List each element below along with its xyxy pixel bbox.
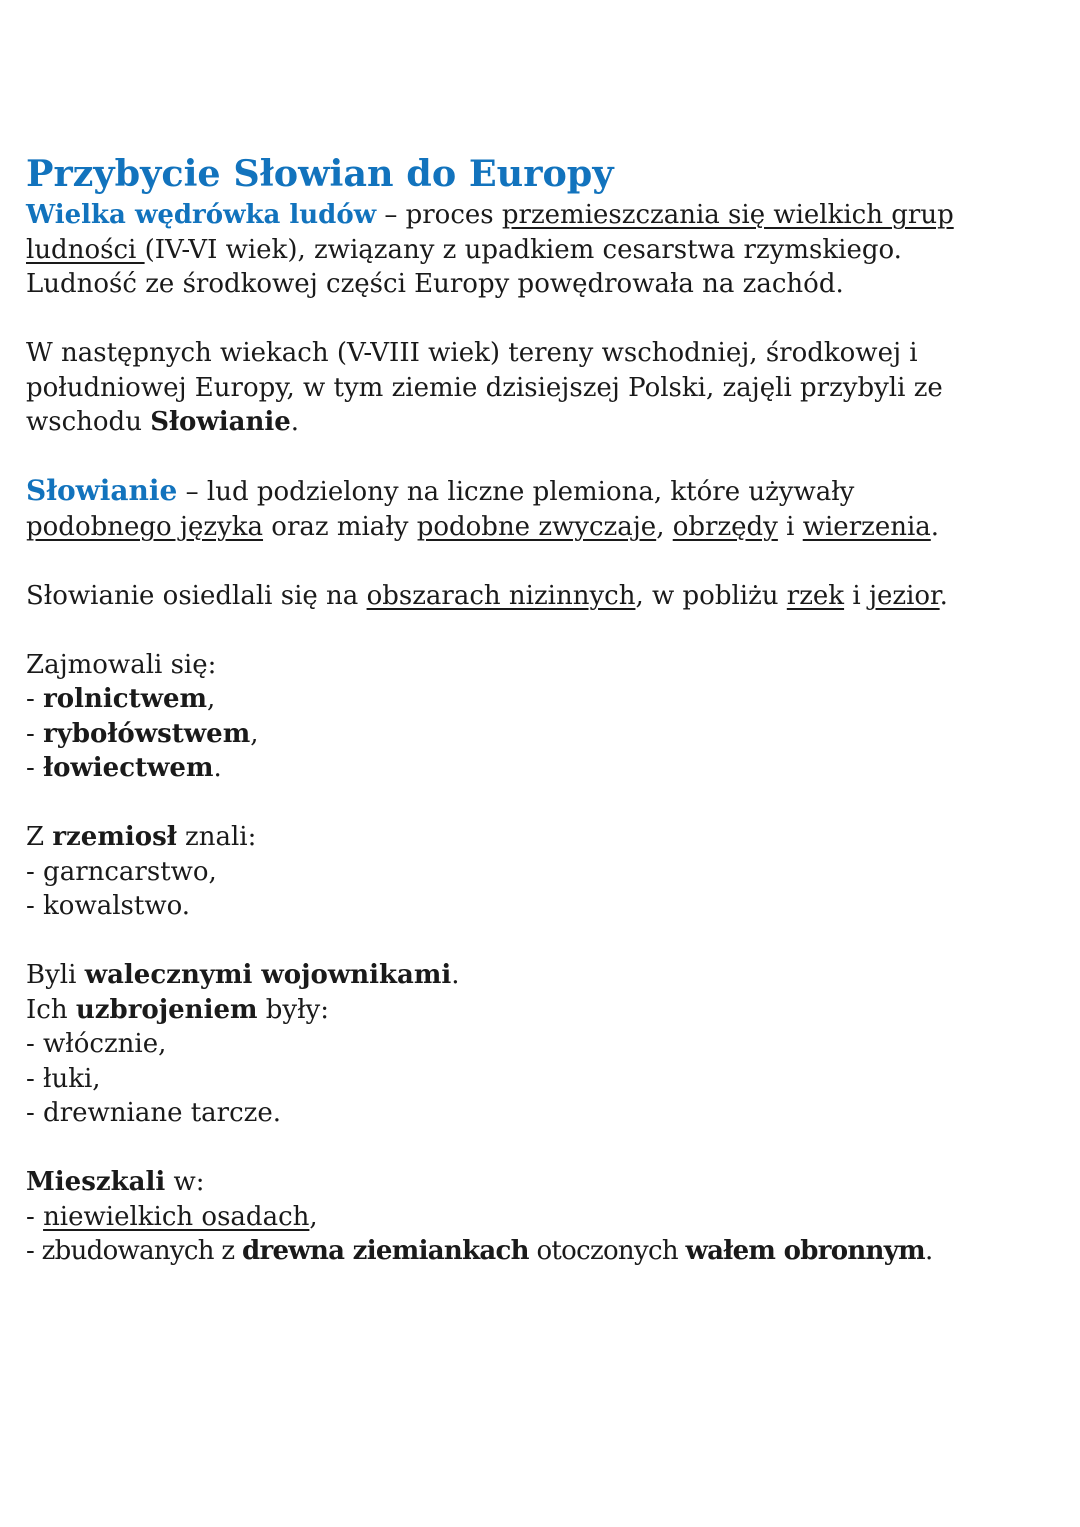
crafts-list [26, 820, 1056, 924]
list-item: - rybołówstwem, [26, 718, 259, 749]
bold-term: Słowianie [150, 407, 291, 437]
occupations-list [26, 648, 1056, 786]
list-item: - rolnictwem, [26, 684, 216, 714]
underlined-phrase: obszarach nizinnych [366, 580, 636, 611]
list-item: - łowiectwem. [26, 753, 222, 783]
warriors-line: Byli walecznymi wojownikami. [26, 960, 460, 990]
list-intro: Mieszkali w: [26, 1167, 205, 1197]
list-item: - garncarstwo, [26, 856, 217, 887]
list-item: - drewniane tarcze. [26, 1098, 282, 1128]
living-section [26, 1165, 1056, 1269]
list-item: - kowalstwo. [26, 891, 191, 921]
paragraph-arrival: W następnych wiekach (V-VIII wiek) tereny wschodniej, środkowej i południowej Europy, w tym ziemie dzisiejszej Polski, zajęli przybyli ze wschodu Słowianie. [26, 338, 943, 437]
paragraph-settlement: Słowianie osiedlali się na obszarach nizinnych, w pobliżu rzek i jezior. [26, 580, 948, 611]
underlined-phrase: ludności [26, 234, 145, 265]
document [26, 150, 1056, 1269]
term-slavs: Słowianie [26, 474, 178, 507]
list-intro: Zajmowali się: [26, 649, 217, 680]
term-migration: Wielka wędrówka ludów [26, 200, 377, 230]
underlined-phrase: obrzędy [672, 511, 778, 542]
list-item: - niewielkich osadach, [26, 1201, 318, 1232]
paragraph-migration: Wielka wędrówka ludów – proces przemieszczania się wielkich grup ludności (IV-VI wiek), związany z upadkiem cesarstwa rzymskiego. Ludność ze środkowej części Europy powędrowała na zachód. [26, 200, 954, 299]
underlined-phrase: podobne zwyczaje [416, 511, 657, 542]
underlined-phrase: rzek [786, 580, 845, 611]
underlined-phrase: podobnego języka [26, 511, 264, 542]
list-intro: Z rzemiosł znali: [26, 822, 257, 852]
underlined-phrase: przemieszczania się wielkich grup [501, 200, 954, 230]
underlined-phrase: wierzenia [802, 511, 931, 542]
page-title: Przybycie Słowian do Europy [26, 152, 614, 195]
list-item: - zbudowanych z drewna ziemiankach otoczonych wałem obronnym. [26, 1236, 933, 1266]
underlined-phrase: niewielkich osadach [43, 1201, 310, 1232]
list-intro: Ich uzbrojeniem były: [26, 994, 329, 1025]
list-item: - łuki, [26, 1063, 101, 1094]
underlined-phrase: jezior [868, 580, 940, 611]
paragraph-definition: Słowianie – lud podzielony na liczne plemiona, które używały podobnego języka oraz miały podobne zwyczaje, obrzędy i wierzenia. [26, 474, 940, 542]
list-item: - włócznie, [26, 1029, 167, 1059]
warriors-section [26, 958, 1056, 1131]
